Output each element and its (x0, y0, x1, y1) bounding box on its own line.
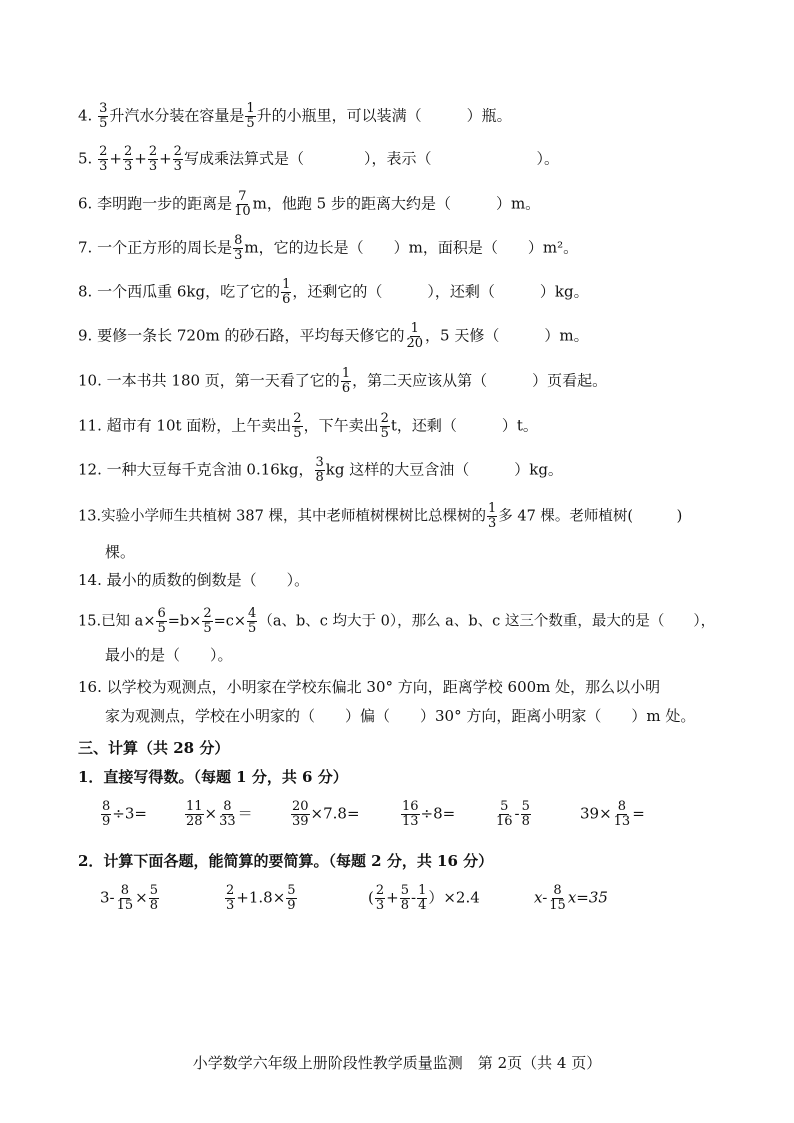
fraction: $\frac{16}{13}$ (402, 799, 419, 829)
question-16-cont: 家为观测点，学校在小明家的（ ）偏（ ）30° 方向，距离小明家（ ）m 处。 (105, 707, 696, 725)
fraction: $\frac{6}{5}$ (157, 606, 166, 636)
fraction: $\frac{2}{3}$ (99, 144, 108, 174)
question-14: 14. 最小的质数的倒数是（ ）。 (78, 571, 310, 589)
question-6: 6. 李明跑一步的距离是 $\frac{7}{10}$ m，他跑 5 步的距离大约是（ ）m。 (78, 189, 541, 219)
question-16: 16. 以学校为观测点，小明家在学校东偏北 30° 方向，距离学校 600m 处，那么以小明 (78, 678, 661, 696)
fraction: $\frac{5}{8}$ (521, 799, 530, 829)
fraction: $\frac{5}{16}$ (496, 799, 513, 829)
question-13-cont: 棵。 (105, 543, 136, 561)
fraction: $\frac{2}{3}$ (173, 144, 182, 174)
expr-1-4: $\frac{16}{13}$ ÷8= (402, 799, 456, 829)
fraction: $\frac{2}{5}$ (203, 606, 212, 636)
fraction: $\frac{2}{3}$ (148, 144, 158, 174)
question-5: 5. $\frac{2}{3}$ + $\frac{2}{3}$ + $\frac{2}{3}$ + $\frac{2}{3}$ 写成乘法算式是（ ），表示（ ）。 (78, 144, 559, 174)
fraction: $\frac{11}{28}$ (186, 799, 203, 829)
fraction: $\frac{1}{5}$ (246, 101, 255, 131)
subsection-2-title: 2．计算下面各题，能简算的要简算。（每题 2 分，共 16 分） (78, 852, 494, 870)
fraction: $\frac{1}{20}$ (406, 321, 424, 351)
fraction: $\frac{5}{9}$ (287, 883, 296, 913)
fraction: $\frac{7}{10}$ (234, 189, 251, 219)
question-13: 13.实验小学师生共植树 387 棵，其中老师植树棵树比总棵树的 $\frac{1}{3}$ 多 47 棵。老师植树( ) (78, 501, 683, 531)
fraction: $\frac{1}{6}$ (282, 277, 291, 307)
fraction: $\frac{2}{3}$ (375, 883, 385, 913)
expr-1-3: $\frac{20}{39}$ ×7.8= (292, 799, 360, 829)
fraction: $\frac{8}{33}$ (219, 799, 236, 829)
expr-1-6: 39× $\frac{8}{13}$ = (580, 799, 645, 829)
fraction: $\frac{4}{5}$ (248, 606, 257, 636)
fraction: $\frac{8}{13}$ (613, 799, 631, 829)
question-11: 11. 超市有 10t 面粉，上午卖出 $\frac{2}{5}$ ，下午卖出 $\frac{2}{5}$ t，还剩（ ）t。 (78, 411, 538, 441)
fraction: $\frac{3}{8}$ (315, 455, 324, 485)
page-footer: 小学数学六年级上册阶段性教学质量监测 第 2页（共 4 页） (192, 1054, 602, 1072)
expr-1-1: $\frac{8}{9}$ ÷3= (102, 799, 147, 829)
fraction: $\frac{5}{8}$ (149, 883, 159, 913)
fraction: $\frac{8}{15}$ (549, 883, 566, 913)
fraction: $\frac{5}{8}$ (400, 883, 409, 913)
fraction: $\frac{1}{4}$ (418, 883, 427, 913)
fraction: $\frac{2}{5}$ (380, 411, 389, 441)
expr-2-3: ( $\frac{2}{3}$ + $\frac{5}{8}$ - $\frac{1}{4}$ ）×2.4 (368, 883, 480, 913)
subsection-1-title: 1．直接写得数。（每题 1 分，共 6 分） (78, 768, 348, 786)
fraction: $\frac{8}{9}$ (102, 799, 111, 829)
section-title: 三、计算（共 28 分） (78, 739, 230, 757)
expr-2-2: $\frac{2}{3}$ +1.8× $\frac{5}{9}$ (226, 883, 296, 913)
fraction: $\frac{2}{5}$ (293, 411, 302, 441)
question-8: 8. 一个西瓜重 6kg，吃了它的 $\frac{1}{6}$ ，还剩它的（ ），还剩（ ）kg。 (78, 277, 589, 307)
fraction: $\frac{1}{6}$ (341, 366, 351, 396)
fraction: $\frac{2}{3}$ (226, 883, 235, 913)
fraction: $\frac{3}{5}$ (99, 101, 108, 131)
question-9: 9. 要修一条长 720m 的砂石路，平均每天修它的 $\frac{1}{20}$ ，5 天修（ ）m。 (78, 321, 589, 351)
expr-1-5: $\frac{5}{16}$ - $\frac{5}{8}$ (496, 799, 530, 829)
expr-1-2: $\frac{11}{28}$ × $\frac{8}{33}$ ＝ (186, 799, 253, 829)
expr-2-4: x- $\frac{8}{15}$ x=35 (534, 883, 608, 913)
question-15: 15.已知 a× $\frac{6}{5}$ =b× $\frac{2}{5}$ =c× $\frac{4}{5}$ （a、b、c 均大于 0），那么 a、b、c 这三个数重，最大的是（ ）， (78, 606, 716, 636)
fraction: $\frac{20}{39}$ (292, 799, 309, 829)
question-7: 7. 一个正方形的周长是 $\frac{8}{3}$ m，它的边长是（ ）m，面积是（ ）m²。 (78, 233, 579, 263)
fraction: $\frac{8}{15}$ (116, 883, 134, 913)
question-10: 10. 一本书共 180 页，第一天看了它的 $\frac{1}{6}$ ，第二天应该从第（ ）页看起。 (78, 366, 608, 396)
question-4: 4. $\frac{3}{5}$ 升汽水分装在容量是 $\frac{1}{5}$ 升的小瓶里，可以装满（ ）瓶。 (78, 101, 512, 131)
fraction: $\frac{2}{3}$ (123, 144, 133, 174)
question-15-cont: 最小的是（ ）。 (105, 646, 233, 664)
question-12: 12. 一种大豆每千克含油 0.16kg， $\frac{3}{8}$ kg 这样的大豆含油（ ）kg。 (78, 455, 563, 485)
fraction: $\frac{1}{3}$ (487, 501, 497, 531)
fraction: $\frac{8}{3}$ (234, 233, 243, 263)
expr-2-1: 3- $\frac{8}{15}$ × $\frac{5}{8}$ (100, 883, 159, 913)
